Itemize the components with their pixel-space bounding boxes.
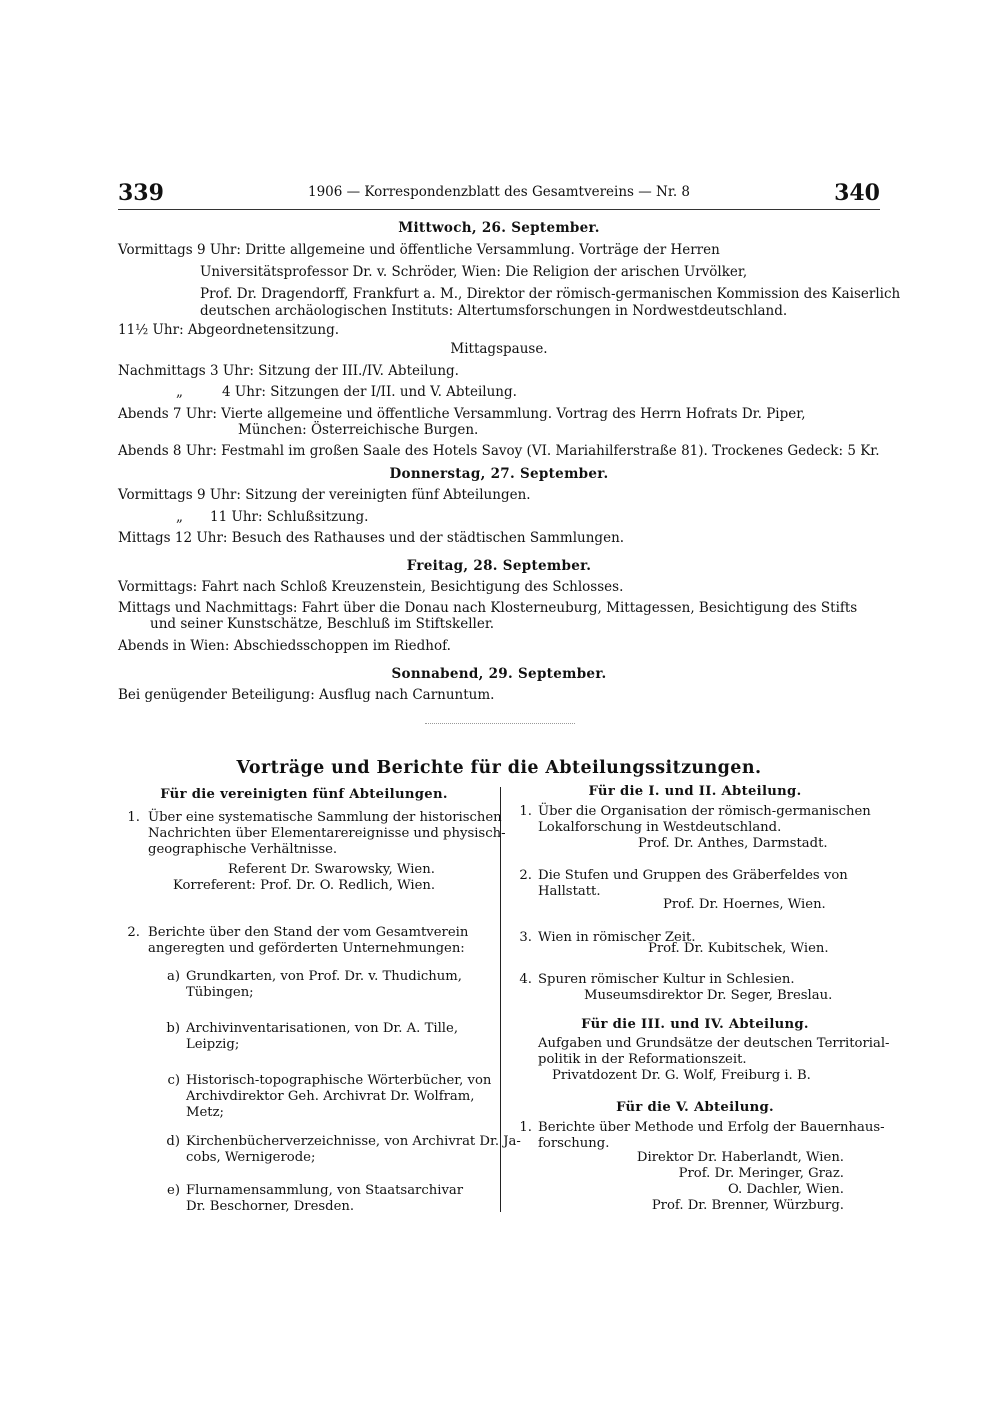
subitem-text: Archivinventarisationen, von Dr. A. Tille,	[186, 1021, 459, 1036]
page-number-left: 339	[118, 180, 164, 206]
page-number-right: 340	[834, 180, 880, 206]
program-line: 11½ Uhr: Abgeordnetensitzung.	[118, 322, 340, 338]
program-line: 4 Uhr: Sitzungen der I/II. und V. Abteilung.	[222, 384, 517, 400]
subitem-text: Tübingen;	[186, 985, 254, 1000]
subitem-text: Metz;	[186, 1105, 224, 1120]
item-number: 2.	[519, 868, 532, 883]
subitem-label: e)	[167, 1183, 180, 1198]
korreferent: Korreferent: Prof. Dr. O. Redlich, Wien.	[173, 878, 436, 893]
program-line: Vormittags: Fahrt nach Schloß Kreuzenstein, Besichtigung des Schlosses.	[118, 579, 624, 595]
item-text: Nachrichten über Elementarereignisse und physisch-	[148, 826, 506, 841]
item-text: Berichte über Methode und Erfolg der Bauernhaus-	[538, 1120, 885, 1135]
program-line: Abends in Wien: Abschiedsschoppen im Riedhof.	[118, 638, 451, 654]
item-number: 4.	[519, 972, 532, 987]
item-text: Spuren römischer Kultur in Schlesien.	[538, 972, 795, 987]
referent: Prof. Dr. Kubitschek, Wien.	[648, 941, 829, 956]
ditto-mark: „	[176, 384, 183, 400]
item-text: politik in der Reformationszeit.	[538, 1052, 747, 1067]
referent: Prof. Dr. Anthes, Darmstadt.	[638, 836, 828, 851]
program-line: Vormittags 9 Uhr: Sitzung der vereinigten fünf Abteilungen.	[118, 487, 531, 503]
subitem-text: Kirchenbücherverzeichnisse, von Archivrat Dr. Ja-	[186, 1134, 521, 1149]
item-text: Über die Organisation der römisch-germanischen	[538, 804, 871, 819]
subitem-label: b)	[166, 1021, 180, 1036]
program-line: Nachmittags 3 Uhr: Sitzung der III./IV. Abteilung.	[118, 363, 459, 379]
section-title: Vorträge und Berichte für die Abteilungssitzungen.	[236, 758, 762, 778]
program-line: München: Österreichische Burgen.	[238, 422, 479, 438]
program-line: Universitätsprofessor Dr. v. Schröder, Wien: Die Religion der arischen Urvölker,	[200, 264, 748, 280]
subitem-text: Grundkarten, von Prof. Dr. v. Thudichum,	[186, 969, 462, 984]
item-number: 1.	[127, 810, 140, 825]
referent: O. Dachler, Wien.	[727, 1182, 844, 1197]
item-number: 1.	[519, 1120, 532, 1135]
subitem-label: a)	[166, 969, 180, 984]
program-line: Bei genügender Beteiligung: Ausflug nach Carnuntum.	[118, 687, 495, 703]
subitem-text: Leipzig;	[186, 1037, 240, 1052]
left-heading: Für die vereinigten fünf Abteilungen.	[160, 787, 448, 802]
day-heading-saturday: Sonnabend, 29. September.	[391, 666, 607, 682]
program-line: Prof. Dr. Dragendorff, Frankfurt a. M., Direktor der römisch-germanischen Kommission des Kaiserlich	[200, 286, 901, 302]
item-text: Lokalforschung in Westdeutschland.	[538, 820, 782, 835]
item-text: Aufgaben und Grundsätze der deutschen Territorial-	[538, 1036, 890, 1051]
item-text: forschung.	[538, 1136, 610, 1151]
referent: Prof. Dr. Brenner, Würzburg.	[651, 1198, 844, 1213]
item-text: Berichte über den Stand der vom Gesamtverein	[148, 925, 469, 940]
subitem-text: Historisch-topographische Wörterbücher, von	[186, 1073, 492, 1088]
ditto-mark: „	[176, 509, 183, 525]
subitem-label: d)	[166, 1134, 180, 1149]
right-heading-1-2: Für die I. und II. Abteilung.	[588, 784, 802, 799]
program-line-midday: Mittagspause.	[450, 341, 548, 357]
subitem-text: Flurnamensammlung, von Staatsarchivar	[186, 1183, 464, 1198]
day-heading-wednesday: Mittwoch, 26. September.	[398, 220, 600, 236]
right-heading-5: Für die V. Abteilung.	[616, 1100, 774, 1115]
referent: Prof. Dr. Meringer, Graz.	[678, 1166, 844, 1181]
program-line: Mittags 12 Uhr: Besuch des Rathauses und der städtischen Sammlungen.	[118, 530, 625, 546]
program-line: 11 Uhr: Schlußsitzung.	[210, 509, 369, 525]
subitem-label: c)	[167, 1073, 180, 1088]
subitem-text: Archivdirektor Geh. Archivrat Dr. Wolfram,	[186, 1089, 475, 1104]
header-title: 1906 — Korrespondenzblatt des Gesamtvereins — Nr. 8	[307, 184, 691, 200]
subitem-text: cobs, Wernigerode;	[186, 1150, 316, 1165]
program-line: und seiner Kunstschätze, Beschluß im Stiftskeller.	[150, 616, 495, 632]
program-line: Mittags und Nachmittags: Fahrt über die Donau nach Klosterneuburg, Mittagessen, Besichtigung des Stifts	[118, 600, 858, 616]
program-line: Vormittags 9 Uhr: Dritte allgemeine und öffentliche Versammlung. Vorträge der Herren	[118, 242, 720, 258]
referent: Prof. Dr. Hoernes, Wien.	[663, 897, 826, 912]
item-number: 2.	[127, 925, 140, 940]
item-text: Wien in römischer Zeit.	[538, 930, 696, 945]
referent: Privatdozent Dr. G. Wolf, Freiburg i. B.	[552, 1068, 811, 1083]
item-text: Hallstatt.	[538, 884, 601, 899]
item-text: geographische Verhältnisse.	[148, 842, 338, 857]
program-line: Abends 7 Uhr: Vierte allgemeine und öffentliche Versammlung. Vortrag des Herrn Hofrats Dr. Piper,	[118, 406, 806, 422]
item-text: Über eine systematische Sammlung der historischen	[148, 810, 502, 825]
item-number: 3.	[519, 930, 532, 945]
item-text: Die Stufen und Gruppen des Gräberfeldes von	[538, 868, 848, 883]
referent: Referent Dr. Swarowsky, Wien.	[228, 862, 435, 877]
program-line: Abends 8 Uhr: Festmahl im großen Saale des Hotels Savoy (VI. Mariahilferstraße 81). Trockenes Gedeck: 5 Kr.	[118, 443, 880, 459]
subitem-text: Dr. Beschorner, Dresden.	[186, 1199, 355, 1214]
item-text: angeregten und geförderten Unternehmungen:	[148, 941, 465, 956]
item-number: 1.	[519, 804, 532, 819]
referent: Museumsdirektor Dr. Seger, Breslau.	[584, 988, 833, 1003]
right-column	[510, 0, 890, 1414]
program-line: deutschen archäologischen Instituts: Altertumsforschungen in Nordwestdeutschland.	[200, 303, 788, 319]
day-heading-thursday: Donnerstag, 27. September.	[389, 466, 609, 482]
referent: Direktor Dr. Haberlandt, Wien.	[636, 1150, 844, 1165]
right-heading-3-4: Für die III. und IV. Abteilung.	[581, 1017, 809, 1032]
day-heading-friday: Freitag, 28. September.	[406, 558, 592, 574]
